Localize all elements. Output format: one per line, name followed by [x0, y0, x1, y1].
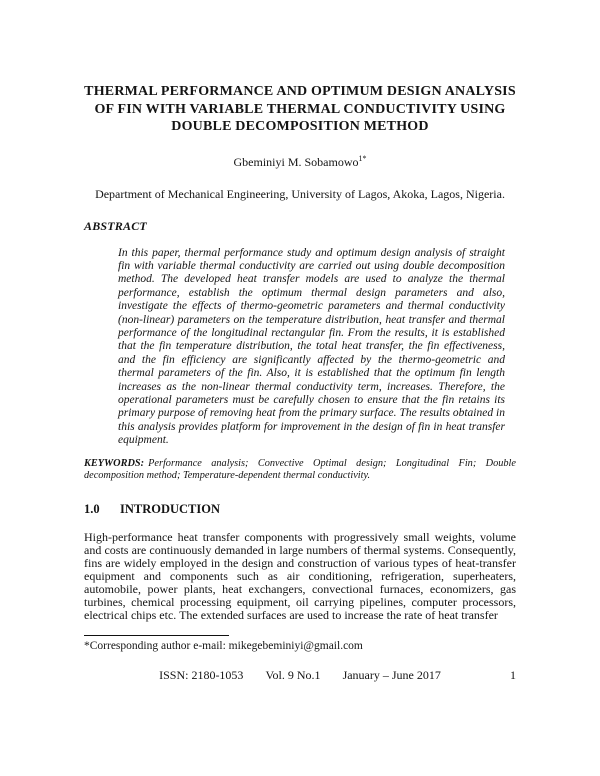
- journal-footer: [84, 668, 516, 684]
- section-number: 1.0: [84, 501, 100, 516]
- abstract-text: In this paper, thermal performance study and optimum design analysis of straight fin with variable thermal conductivity are carried out using double decomposition method. The developed heat transfer models are used to analyze the thermal performance, establish the optimum thermal design parameters and also, investigate the effects of thermo-geometric parameters and thermal conductivity (non-linear) parameters on the temperature distribution, heat transfer and thermal performance of the longitudinal rectangular fin. From the results, it is established that the fin temperature distribution, the total heat transfer, the fin effectiveness, and the fin efficiency are significantly affected by the thermo-geometric and thermal parameters of the fin. Also, it is established that the optimum fin length increases as the non-linear thermal conductivity term, increases. Therefore, the operational parameters must be carefully chosen to ensure that the fin retains its primary purpose of removing heat from the primary surface. The results obtained in this analysis provides platform for improvement in the design of fin in heat transfer equipment.: [118, 246, 505, 447]
- paper-title: [84, 83, 516, 136]
- keywords-label: KEYWORDS:: [84, 457, 145, 469]
- section-title: INTRODUCTION: [120, 501, 221, 516]
- footer-period: January – June 2017: [342, 668, 441, 683]
- author-superscript: 1*: [358, 153, 367, 163]
- affiliation: Department of Mechanical Engineering, University of Lagos, Akoka, Lagos, Nigeria.: [95, 186, 505, 201]
- page-number: 1: [510, 668, 516, 683]
- corresponding-author-footnote: *Corresponding author e-mail: mikegebeminiyi@gmail.com: [84, 640, 363, 653]
- journal-footer-center: [84, 668, 516, 683]
- abstract-heading: ABSTRACT: [84, 218, 147, 233]
- section-heading-introduction: [84, 502, 516, 517]
- footer-issn: ISSN: 2180-1053: [159, 668, 244, 683]
- paper-title-line-3: DOUBLE DECOMPOSITION METHOD: [171, 119, 429, 134]
- keywords-text: Performance analysis; Convective Optimal design; Longitudinal Fin; Double decomposition method; Temperature-dependent thermal conductivity.: [84, 457, 516, 481]
- paper-title-line-1: THERMAL PERFORMANCE AND OPTIMUM DESIGN ANALYSIS: [84, 84, 516, 99]
- footer-volume: Vol. 9 No.1: [265, 668, 321, 683]
- footnote-divider: [84, 635, 229, 636]
- author-line: [84, 155, 516, 170]
- paper-title-line-2: OF FIN WITH VARIABLE THERMAL CONDUCTIVITY USING: [94, 101, 506, 117]
- keywords-block: [84, 458, 516, 482]
- author-name: Gbeminiyi M. Sobamowo: [233, 154, 359, 169]
- introduction-paragraph: High-performance heat transfer components with progressively small weights, volume and costs are continuously demanded in large numbers of thermal systems. Consequently, fins are widely employed in the design and construction of various types of heat-transfer equipment and components such as air conditioning, refrigeration, superheaters, automobile, power plants, heat exchangers, convectional furnaces, economizers, gas turbines, chemical processing equipment, oil carrying pipelines, computer processors, electrical chips etc. The extended surfaces are used to increase the rate of heat transfer: [84, 529, 516, 623]
